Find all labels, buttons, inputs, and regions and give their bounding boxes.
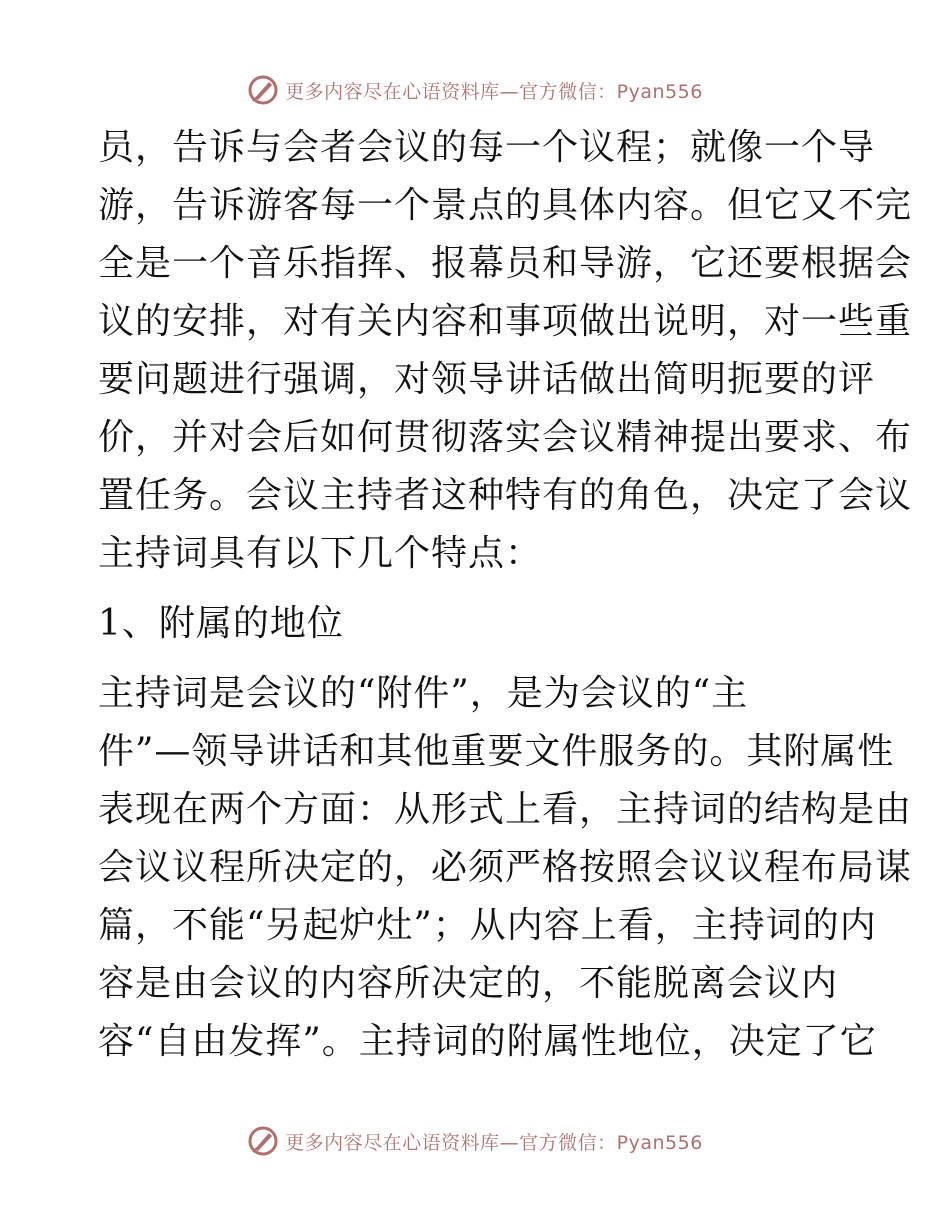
paragraph-1 <box>98 119 913 583</box>
text-line: 表现在两个方面：从形式上看，主持词的结构是由 <box>98 789 913 830</box>
text-line: 要问题进行强调，对领导讲话做出简明扼要的评 <box>98 359 876 400</box>
text-line: 全是一个音乐指挥、报幕员和导游，它还要根据会 <box>98 243 913 284</box>
text-line: 件”—领导讲话和其他重要文件服务的。其附属性 <box>98 731 895 772</box>
quill-logo-icon <box>247 74 279 106</box>
footer-banner-text: 更多内容尽在心语资料库—官方微信：Pyan556 <box>285 1131 703 1154</box>
text-line: 主持词是会议的“附件”，是为会议的“主 <box>98 673 749 714</box>
text-line: 游，告诉游客每一个景点的具体内容。但它又不完 <box>98 185 913 226</box>
text-line: 议的安排，对有关内容和事项做出说明，对一些重 <box>98 301 913 342</box>
text-line: 置任务。会议主持者这种特有的角色，决定了会议 <box>98 475 913 516</box>
footer-banner <box>0 1121 950 1161</box>
header-banner <box>0 70 950 110</box>
text-line: 容是由会议的内容所决定的，不能脱离会议内 <box>98 963 839 1004</box>
quill-logo-icon <box>247 1125 279 1157</box>
section-heading: 1、附属的地位 <box>98 603 344 644</box>
text-line: 价，并对会后如何贯彻落实会议精神提出要求、布 <box>98 417 913 458</box>
text-line: 篇，不能“另起炉灶”；从内容上看，主持词的内 <box>98 905 877 946</box>
paragraph-2 <box>98 665 913 1071</box>
text-line: 会议议程所决定的，必须严格按照会议议程布局谋 <box>98 847 913 888</box>
document-body <box>98 119 913 1071</box>
text-line: 员，告诉与会者会议的每一个议程；就像一个导 <box>98 127 876 168</box>
text-line: 主持词具有以下几个特点： <box>98 533 543 574</box>
header-banner-text: 更多内容尽在心语资料库—官方微信：Pyan556 <box>285 80 703 103</box>
text-line: 容“自由发挥”。主持词的附属性地位，决定了它 <box>98 1021 877 1062</box>
